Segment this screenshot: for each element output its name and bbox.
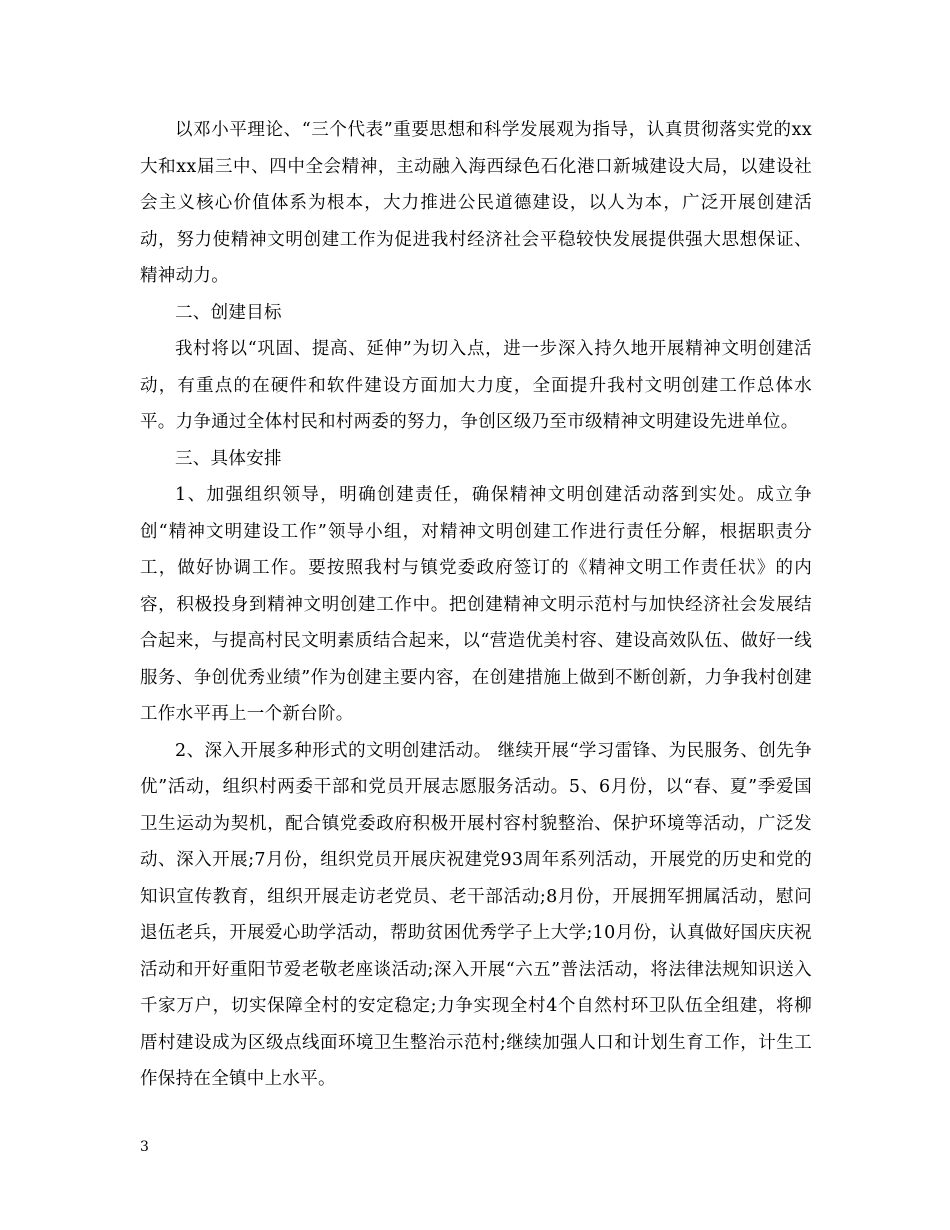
section-heading-arrangements: 三、具体安排 [175, 448, 282, 469]
paragraph-arrangement-2: 2、深入开展多种形式的文明创建活动。 继续开展“学习雷锋、为民服务、创先争优”活动，组织村两委干部和党员开展志愿服务活动。5、6月份，以“春、夏”季爱国卫生运动为契机，配合镇党委政府积极开展村容村貌整治、保护环境等活动，广泛发动、深入开展;7月份，组织党员开展庆祝建党93周年系列活动，开展党的历史和党的知识宣传教育，组织开展走访老党员、老干部活动;8月份，开展拥军拥属活动，慰问退伍老兵，开展爱心助学活动，帮助贫困优秀学子上大学;10月份，认真做好国庆庆祝活动和开好重阳节爱老敬老座谈活动;深入开展“六五”普法活动，将法律法规知识送入千家万户，切实保障全村的安定稳定;力争实现全村4个自然村环卫队伍全组建，将柳厝村建设成为区级点线面环境卫生整治示范村;继续加强人口和计划生育工作，计生工作保持在全镇中上水平。 [140, 740, 812, 1089]
page-number: 3 [140, 1139, 149, 1155]
paragraph-goals: 我村将以“巩固、提高、延伸”为切入点，进一步深入持久地开展精神文明创建活动，有重点的在硬件和软件建设方面加大力度，全面提升我村文明创建工作总体水平。力争通过全体村民和村两委的努力，争创区级乃至市级精神文明建设先进单位。 [140, 339, 812, 432]
paragraph-guiding-principle: 以邓小平理论、“三个代表”重要思想和科学发展观为指导，认真贯彻落实党的xx大和xx届三中、四中全会精神，主动融入海西绿色石化港口新城建设大局，以建设社会主义核心价值体系为根本，大力推进公民道德建设，以人为本，广泛开展创建活动，努力使精神文明创建工作为促进我村经济社会平稳较快发展提供强大思想保证、精神动力。 [140, 120, 812, 286]
section-heading-goals: 二、创建目标 [175, 302, 282, 323]
paragraph-arrangement-1: 1、加强组织领导，明确创建责任，确保精神文明创建活动落到实处。成立争创“精神文明建设工作”领导小组，对精神文明创建工作进行责任分解，根据职责分工，做好协调工作。要按照我村与镇党委政府签订的《精神文明工作责任状》的内容，积极投身到精神文明创建工作中。把创建精神文明示范村与加快经济社会发展结合起来，与提高村民文明素质结合起来，以“营造优美村容、建设高效队伍、做好一线服务、争创优秀业绩”作为创建主要内容，在创建措施上做到不断创新，力争我村创建工作水平再上一个新台阶。 [140, 485, 812, 724]
document-body [140, 112, 812, 1098]
